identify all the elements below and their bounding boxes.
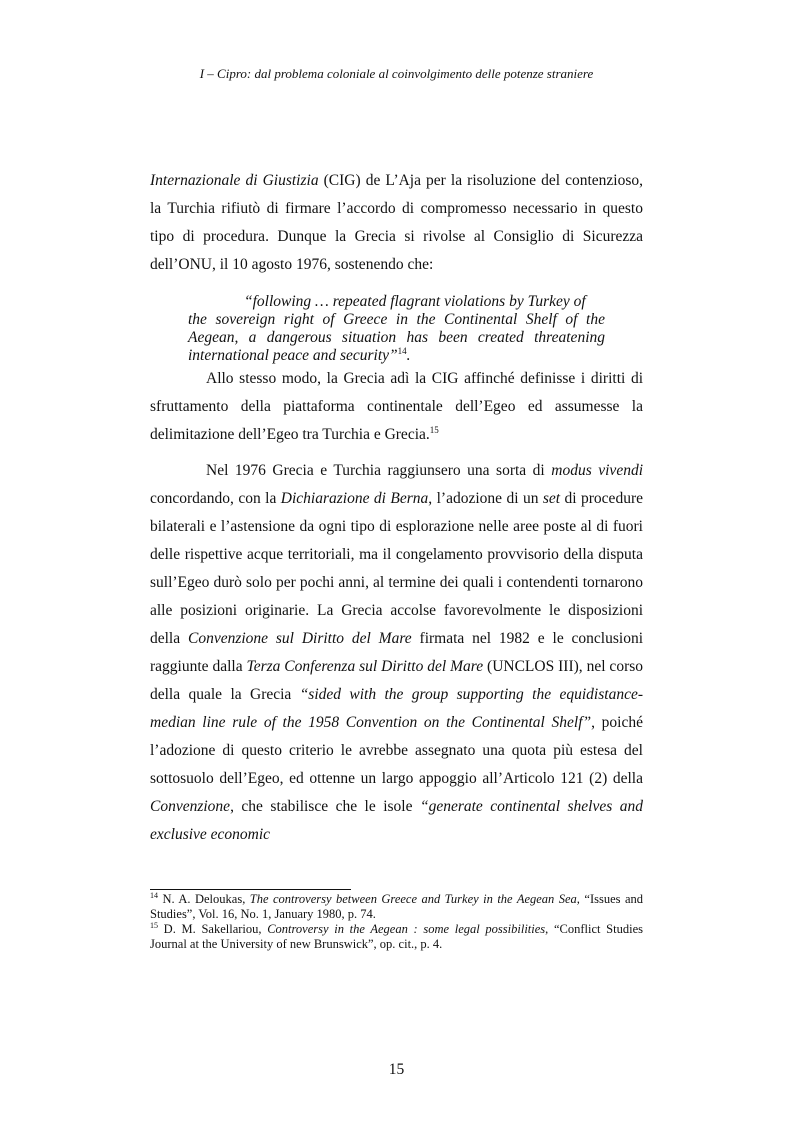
emphasis-cig: Internazionale di Giustizia [150, 172, 319, 189]
paragraph-3 [150, 457, 643, 849]
footnote-text: , “Conflict Studies Journal at the University of new Brunswick”, op. cit., p. 4. [150, 922, 643, 951]
footnote-title: The controversy between Greece and Turkey in the Aegean Sea, [249, 892, 580, 906]
block-quote-text: the sovereign right of Greece in the Continental Shelf of the Aegean, a dangerous situation has been created threatening international peace and security” [188, 311, 605, 364]
emphasis-terza-conferenza: Terza Conferenza sul Diritto del Mare [246, 658, 484, 675]
text-run: concordando, con la [150, 490, 281, 507]
body-text [150, 167, 643, 849]
block-quote-end: . [406, 347, 411, 364]
footnote-number: 14 [150, 890, 158, 900]
emphasis-convenzione-diritto-mare: Convenzione sul Diritto del Mare [187, 630, 412, 647]
text-run: (UNCLOS III), nel corso della quale la Grecia [150, 658, 644, 703]
paragraph-2-text: Allo stesso modo, la Grecia adì la CIG affinché definisse i diritti di sfruttamento della piattaforma continentale dell’Egeo ed assumesse la delimitazione dell’Egeo tra Turchia e Grecia. [150, 370, 643, 443]
text-run: di procedure bilaterali e l’astensione da ogni tipo di esplorazione nelle aree poste al di fuori delle rispettive acque territoriali, ma il congelamento provvisorio della disputa sull’Egeo durò solo per pochi anni, al termine dei quali i contendenti tornarono alle posizioni originarie. La Grecia accolse favorevolmente le disposizioni della [150, 490, 643, 647]
footnote-number: 15 [150, 920, 158, 930]
paragraph-1-text: (CIG) de L’Aja per la risoluzione del contenzioso, la Turchia rifiutò di firmare l’accordo di compromesso necessario in questo tipo di procedura. Dunque la Grecia si rivolse al Consiglio di Sicurezza dell’ONU, il 10 agosto 1976, sostenendo che: [150, 172, 643, 273]
quote-sided-with: “sided with the group supporting the equidistance-median line rule of the 1958 Convention on the Continental Shelf” [150, 686, 643, 731]
paragraph-1 [150, 167, 643, 279]
footnote-15 [150, 922, 643, 952]
quote-generate-continental: “generate continental shelves and exclusive economic [150, 798, 643, 843]
text-run: , l’adozione di un [428, 490, 543, 507]
footnotes [150, 892, 643, 952]
footnote-text: “Issues and Studies”, Vol. 16, No. 1, January 1980, p. 74. [150, 892, 643, 921]
footnote-text: D. M. Sakellariou, [158, 922, 268, 936]
text-run: , che stabilisce che le isole [230, 798, 420, 815]
emphasis-set: set [542, 490, 561, 507]
emphasis-convenzione: Convenzione [150, 798, 231, 815]
text-run: , poiché l’adozione di questo criterio le avrebbe assegnato una quota più estesa del sottosuolo dell’Egeo, ed ottenne un largo appoggio all’Articolo 121 (2) della [150, 714, 643, 787]
text-run: firmata nel 1982 e le conclusioni raggiunte dalla [150, 630, 644, 675]
text-run: Nel 1976 Grecia e Turchia raggiunsero una sorta di [206, 462, 552, 479]
page-number: 15 [388, 1061, 405, 1078]
footnote-ref-15[interactable]: 15 [429, 424, 439, 435]
paragraph-2 [150, 365, 643, 449]
footnote-ref-14[interactable]: 14 [397, 345, 407, 356]
emphasis-modus-vivendi: modus vivendi [551, 462, 644, 479]
footnote-14 [150, 892, 643, 922]
footnote-divider [150, 889, 351, 890]
block-quote [188, 293, 605, 365]
block-quote-first-line: “following … repeated flagrant violations by Turkey of [244, 293, 586, 310]
emphasis-dichiarazione-di-berna: Dichiarazione di Berna [280, 490, 429, 507]
footnote-text: N. A. Deloukas, [158, 892, 250, 906]
footnote-title: Controversy in the Aegean : some legal possibilities [267, 922, 546, 936]
running-header: I – Cipro: dal problema coloniale al coinvolgimento delle potenze straniere [199, 66, 594, 81]
